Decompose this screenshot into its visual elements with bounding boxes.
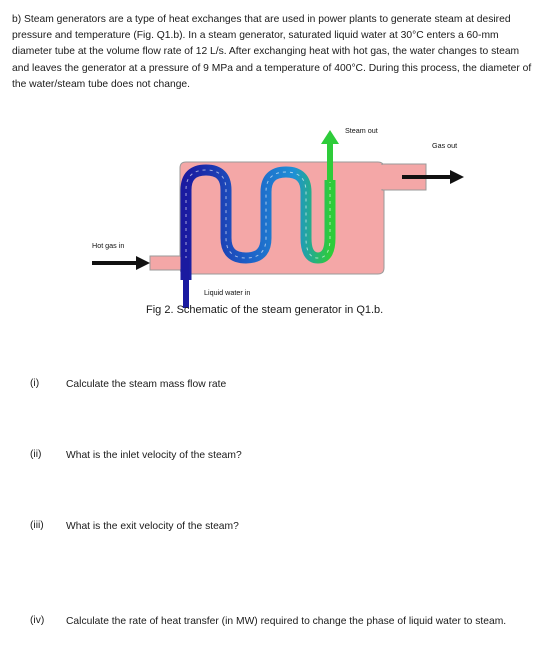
- question-number-i: (i): [30, 378, 40, 389]
- question-number-ii: (ii): [30, 449, 42, 460]
- hot-gas-inlet-arrow: [92, 261, 138, 265]
- liquid-water-in-label: Liquid water in: [204, 288, 251, 297]
- hot-gas-inlet: [150, 256, 180, 270]
- question-iv: Calculate the rate of heat transfer (in MW) required to change the phase of liquid water to steam.: [66, 616, 507, 627]
- question-iii: What is the exit velocity of the steam?: [66, 521, 239, 532]
- steam-outlet-arrow: [327, 142, 333, 182]
- gas-out-label: Gas out: [432, 141, 458, 150]
- generator-shell: [180, 162, 384, 274]
- question-number-iii: (iii): [30, 520, 44, 531]
- gas-outlet-arrow: [402, 175, 452, 179]
- question-i: Calculate the steam mass flow rate: [66, 379, 227, 390]
- question-number-iv: (iv): [30, 615, 45, 626]
- question-ii: What is the inlet velocity of the steam?: [66, 450, 242, 461]
- steam-out-label: Steam out: [345, 126, 378, 135]
- steam-generator-diagram: [80, 120, 480, 320]
- liquid-water-inlet-arrow: [183, 258, 189, 308]
- hot-gas-in-label: Hot gas in: [92, 241, 125, 250]
- problem-intro: b) Steam generators are a type of heat exchanges that are used in power plants to generate steam at desired pressure and temperature (Fig. Q1.b). In a steam generator, saturated liquid water at 30°C enters a 60-mm diameter tube at the volume flow rate of 12 L/s. After exchanging heat with hot gas, the water changes to steam and leaves the generator at a pressure of 9 MPa and a temperature of 400°C. During this process, the diameter of the water/steam tube does not change.: [12, 14, 532, 90]
- figure-caption: Fig 2. Schematic of the steam generator in Q1.b.: [146, 304, 384, 316]
- steam-generator-figure: [80, 120, 480, 320]
